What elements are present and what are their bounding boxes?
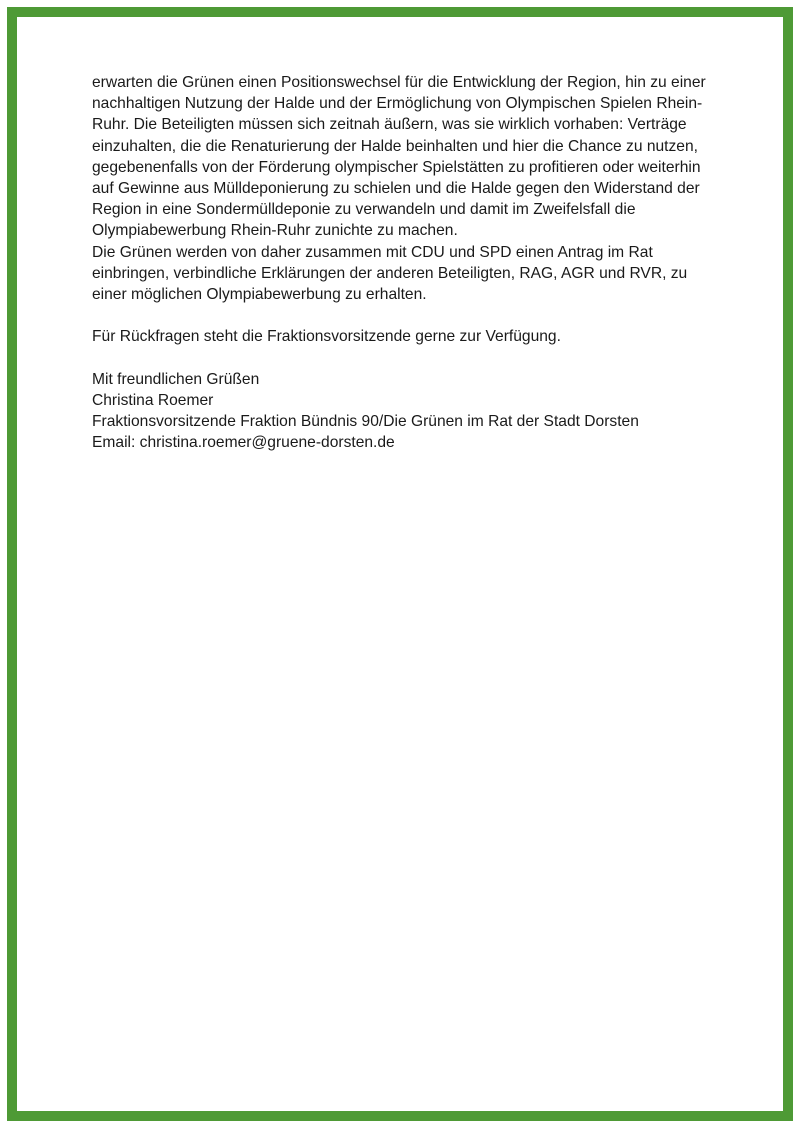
text-line: Die Grünen werden von daher zusammen mit CDU und SPD einen Antrag im Rat	[92, 243, 653, 261]
text-line: nachhaltigen Nutzung der Halde und der Ermöglichung von Olympischen Spielen Rhein-	[92, 95, 703, 113]
text-line: Region in eine Sondermülldeponie zu verwandeln und damit im Zweifelsfall die	[92, 201, 636, 219]
text-line: Ruhr. Die Beteiligten müssen sich zeitnah äußern, was sie wirklich vorhaben: Verträge	[92, 116, 687, 134]
signature-name: Christina Roemer	[92, 392, 214, 410]
signature-email: Email: christina.roemer@gruene-dorsten.de	[92, 434, 395, 452]
signature-role: Fraktionsvorsitzende Fraktion Bündnis 90/Die Grünen im Rat der Stadt Dorsten	[92, 413, 639, 431]
text-line: einzuhalten, die die Renaturierung der Halde beinhalten und hier die Chance zu nutzen,	[92, 137, 698, 155]
paragraph-spacer	[92, 348, 712, 369]
text-line: auf Gewinne aus Mülldeponierung zu schielen und die Halde gegen den Widerstand der	[92, 180, 700, 198]
text-line: einbringen, verbindliche Erklärungen der anderen Beteiligten, RAG, AGR und RVR, zu	[92, 264, 688, 282]
document-body	[92, 72, 712, 454]
text-line: erwarten die Grünen einen Positionswechsel für die Entwicklung der Region, hin zu einer	[92, 74, 706, 91]
text-line: Olympiabewerbung Rhein-Ruhr zunichte zu machen.	[92, 222, 458, 240]
paragraph-spacer	[92, 305, 712, 326]
signature-block	[92, 369, 712, 454]
contact-note: Für Rückfragen steht die Fraktionsvorsitzende gerne zur Verfügung.	[92, 328, 561, 346]
text-line: einer möglichen Olympiabewerbung zu erhalten.	[92, 286, 427, 304]
text-line: gegebenenfalls von der Förderung olympischer Spielstätten zu profitieren oder weiterhin	[92, 158, 701, 176]
paragraph-positionswechsel	[92, 72, 712, 242]
signature-greeting: Mit freundlichen Grüßen	[92, 370, 260, 388]
paragraph-antrag	[92, 242, 712, 306]
